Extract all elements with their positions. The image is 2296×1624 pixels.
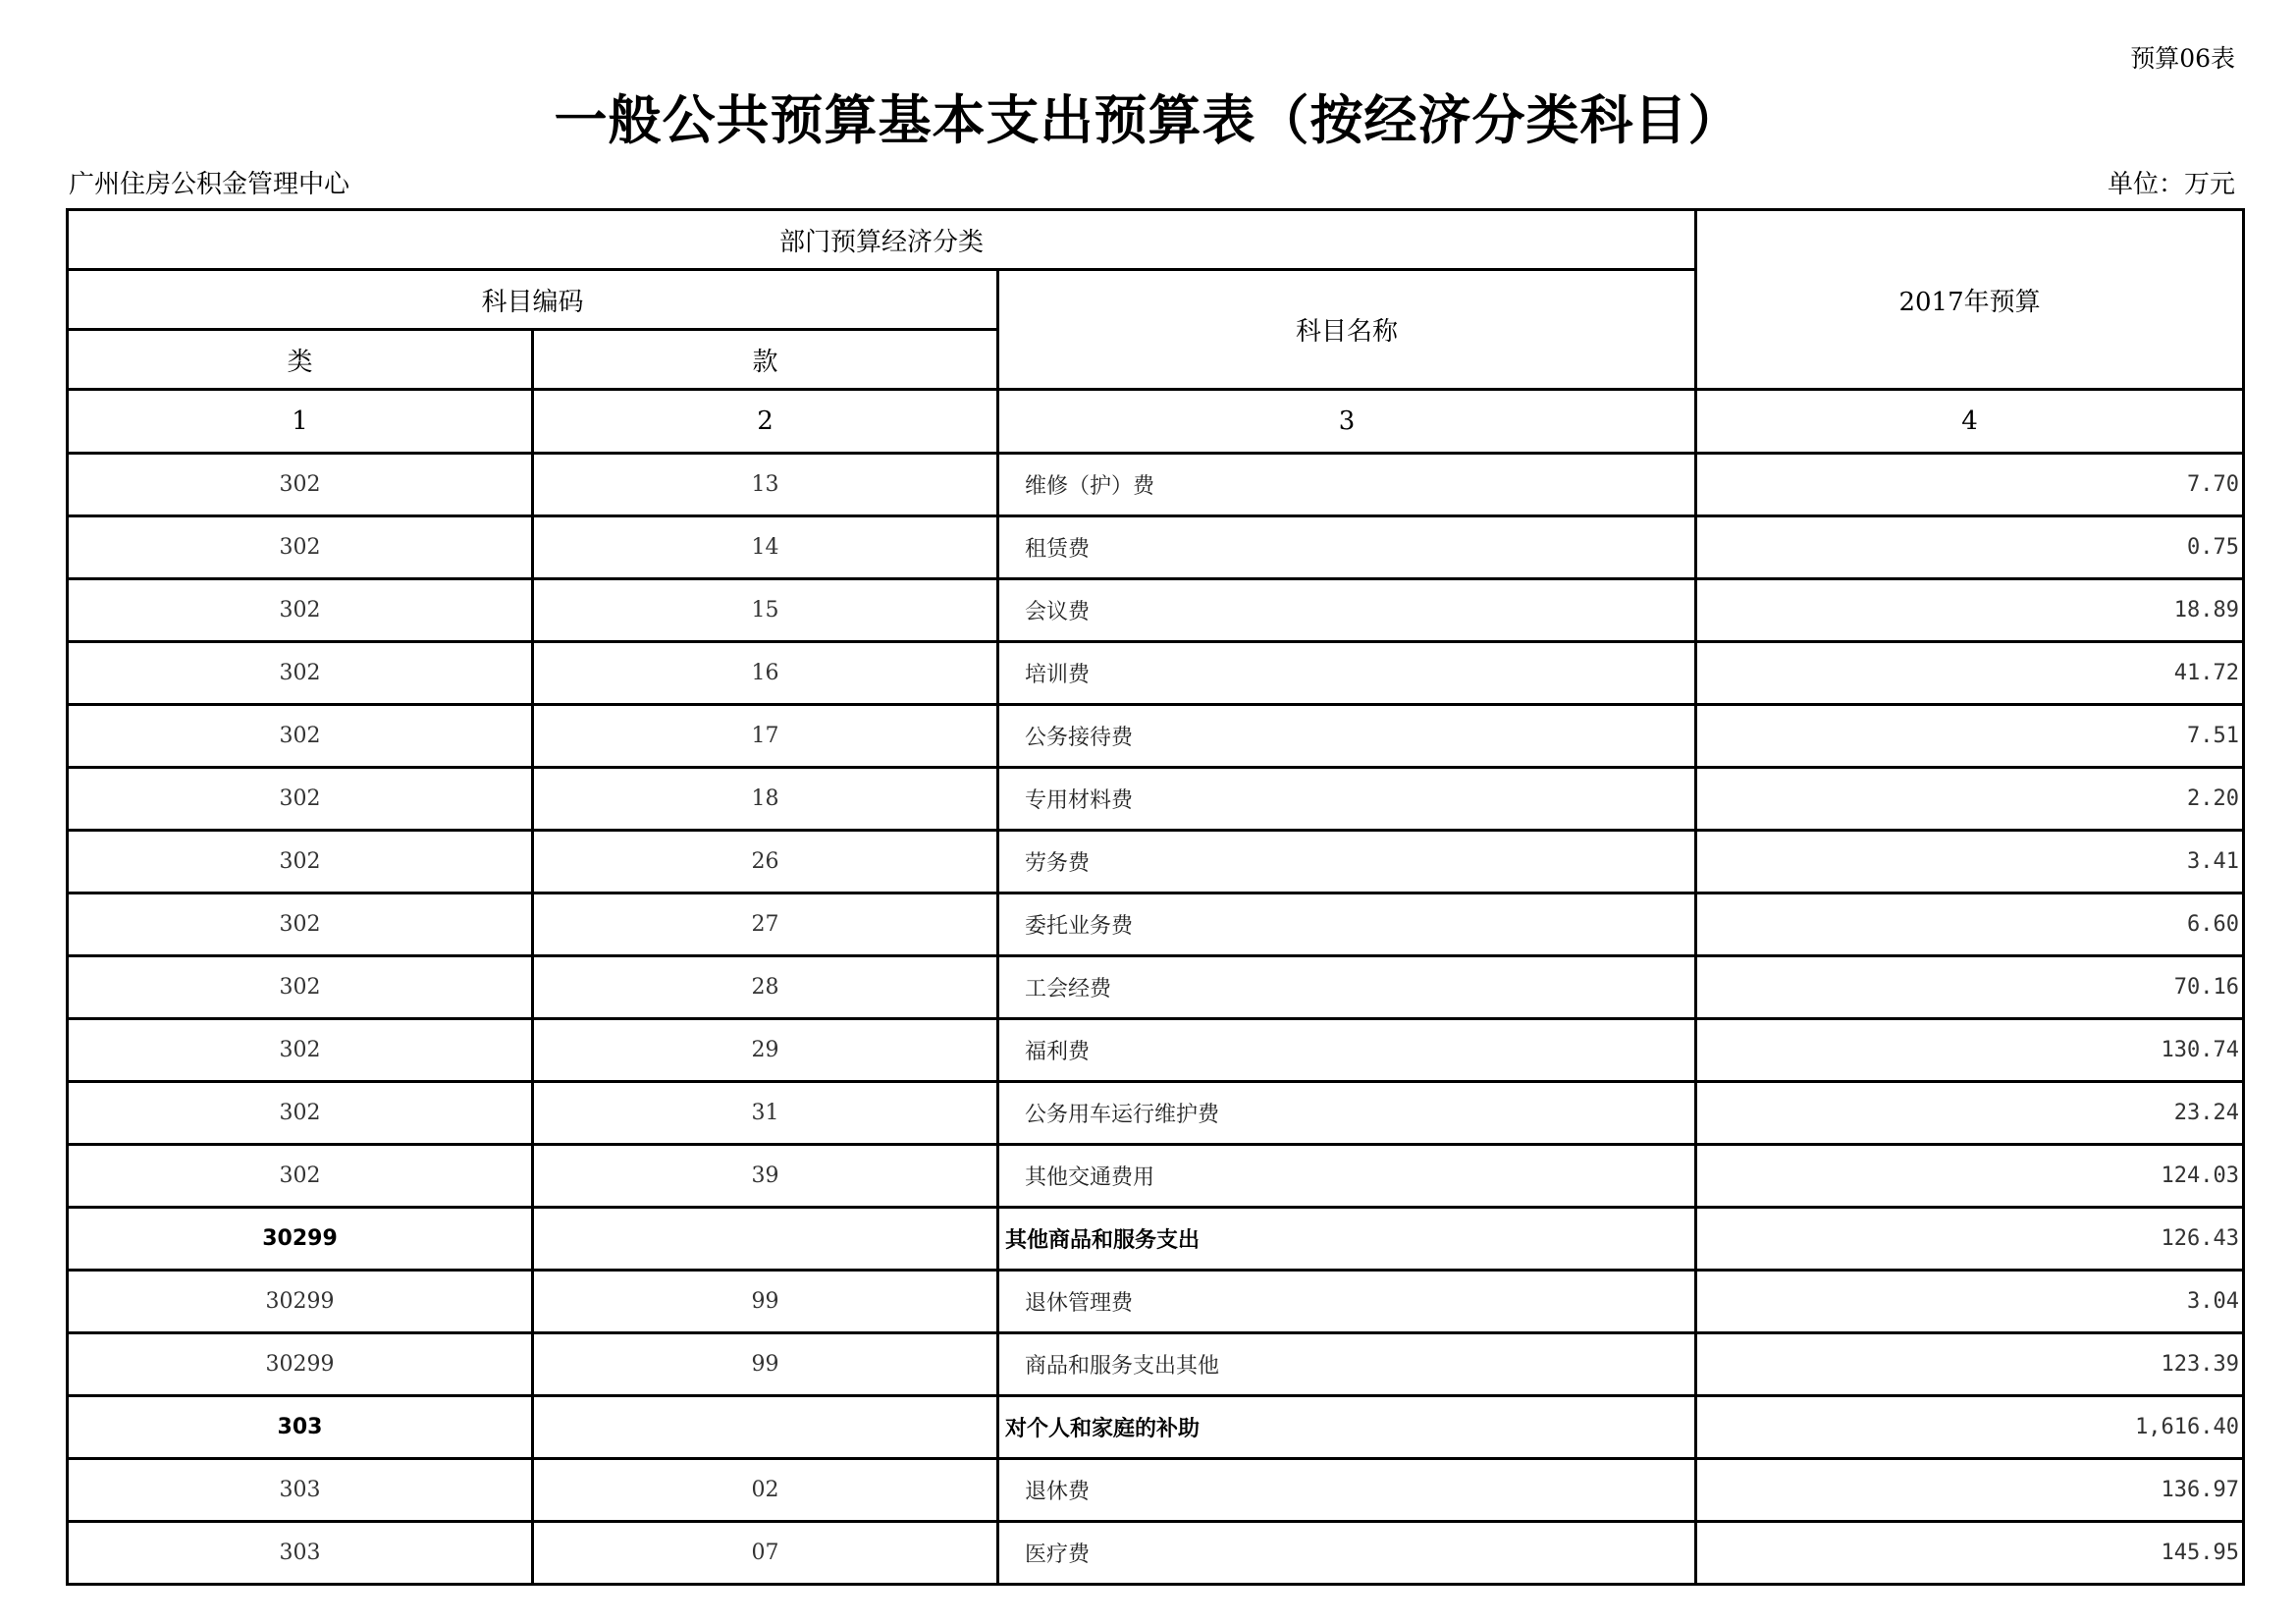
cell-lei: 302 [68, 1019, 533, 1082]
cell-subject-name: 公务用车运行维护费 [998, 1082, 1696, 1145]
header-col-number-2: 2 [533, 390, 998, 454]
cell-kuan: 39 [533, 1145, 998, 1208]
cell-kuan: 02 [533, 1459, 998, 1522]
cell-amount: 1,616.40 [1696, 1396, 2244, 1459]
cell-subject-name: 专用材料费 [998, 768, 1696, 831]
cell-kuan: 27 [533, 893, 998, 956]
table-row [68, 705, 2244, 768]
cell-lei: 302 [68, 893, 533, 956]
header-subject-name: 科目名称 [998, 270, 1696, 390]
cell-kuan: 28 [533, 956, 998, 1019]
cell-lei: 302 [68, 956, 533, 1019]
cell-amount: 136.97 [1696, 1459, 2244, 1522]
header-col-number-1: 1 [68, 390, 533, 454]
table-row [68, 516, 2244, 579]
cell-subject-name: 会议费 [998, 579, 1696, 642]
cell-subject-name: 劳务费 [998, 831, 1696, 893]
header-economic-class: 部门预算经济分类 [68, 210, 1696, 270]
cell-kuan: 17 [533, 705, 998, 768]
cell-amount: 6.60 [1696, 893, 2244, 956]
cell-lei: 302 [68, 831, 533, 893]
header-kuan: 款 [533, 330, 998, 390]
table-row [68, 1208, 2244, 1271]
cell-amount: 126.43 [1696, 1208, 2244, 1271]
cell-amount: 7.70 [1696, 454, 2244, 516]
table-row [68, 1271, 2244, 1333]
cell-kuan: 15 [533, 579, 998, 642]
organization-name: 广州住房公积金管理中心 [69, 170, 350, 199]
table-row [68, 1145, 2244, 1208]
cell-kuan [533, 1396, 998, 1459]
cell-lei: 302 [68, 516, 533, 579]
cell-lei: 303 [68, 1459, 533, 1522]
cell-subject-name: 医疗费 [998, 1522, 1696, 1585]
cell-amount: 3.41 [1696, 831, 2244, 893]
cell-amount: 70.16 [1696, 956, 2244, 1019]
cell-amount: 123.39 [1696, 1333, 2244, 1396]
header-lei: 类 [68, 330, 533, 390]
cell-amount: 0.75 [1696, 516, 2244, 579]
cell-lei: 302 [68, 768, 533, 831]
cell-amount: 130.74 [1696, 1019, 2244, 1082]
cell-kuan: 99 [533, 1333, 998, 1396]
cell-subject-name: 其他商品和服务支出 [998, 1208, 1696, 1271]
cell-subject-name: 对个人和家庭的补助 [998, 1396, 1696, 1459]
cell-subject-name: 维修（护）费 [998, 454, 1696, 516]
table-row [68, 642, 2244, 705]
header-budget-2017: 2017年预算 [1696, 210, 2244, 390]
cell-lei: 303 [68, 1522, 533, 1585]
cell-lei: 303 [68, 1396, 533, 1459]
cell-kuan: 16 [533, 642, 998, 705]
cell-subject-name: 商品和服务支出其他 [998, 1333, 1696, 1396]
table-row [68, 1019, 2244, 1082]
budget-table [66, 208, 2245, 1586]
cell-lei: 30299 [68, 1333, 533, 1396]
cell-kuan [533, 1208, 998, 1271]
cell-kuan: 99 [533, 1271, 998, 1333]
cell-lei: 302 [68, 579, 533, 642]
table-row [68, 1459, 2244, 1522]
cell-amount: 3.04 [1696, 1271, 2244, 1333]
cell-kuan: 31 [533, 1082, 998, 1145]
cell-lei: 302 [68, 454, 533, 516]
header-col-number-4: 4 [1696, 390, 2244, 454]
unit-label: 单位：万元 [2107, 170, 2235, 199]
cell-amount: 2.20 [1696, 768, 2244, 831]
cell-lei: 30299 [68, 1271, 533, 1333]
table-row [68, 454, 2244, 516]
cell-kuan: 29 [533, 1019, 998, 1082]
cell-lei: 302 [68, 642, 533, 705]
cell-kuan: 26 [533, 831, 998, 893]
header-subject-code: 科目编码 [68, 270, 998, 330]
cell-amount: 124.03 [1696, 1145, 2244, 1208]
cell-amount: 145.95 [1696, 1522, 2244, 1585]
cell-subject-name: 公务接待费 [998, 705, 1696, 768]
cell-lei: 302 [68, 705, 533, 768]
cell-amount: 23.24 [1696, 1082, 2244, 1145]
cell-kuan: 13 [533, 454, 998, 516]
cell-lei: 302 [68, 1082, 533, 1145]
cell-lei: 302 [68, 1145, 533, 1208]
cell-subject-name: 工会经费 [998, 956, 1696, 1019]
cell-subject-name: 退休管理费 [998, 1271, 1696, 1333]
cell-kuan: 07 [533, 1522, 998, 1585]
table-row [68, 1396, 2244, 1459]
cell-kuan: 18 [533, 768, 998, 831]
table-row [68, 1082, 2244, 1145]
cell-subject-name: 培训费 [998, 642, 1696, 705]
cell-amount: 41.72 [1696, 642, 2244, 705]
table-row [68, 831, 2244, 893]
cell-subject-name: 退休费 [998, 1459, 1696, 1522]
cell-subject-name: 租赁费 [998, 516, 1696, 579]
cell-kuan: 14 [533, 516, 998, 579]
form-number: 预算06表 [2130, 44, 2235, 73]
table-row [68, 579, 2244, 642]
table-row [68, 1522, 2244, 1585]
page-title: 一般公共预算基本支出预算表（按经济分类科目） [554, 89, 1742, 151]
table-row [68, 893, 2244, 956]
table-row [68, 1333, 2244, 1396]
cell-subject-name: 委托业务费 [998, 893, 1696, 956]
header-col-number-3: 3 [998, 390, 1696, 454]
table-row [68, 768, 2244, 831]
cell-subject-name: 其他交通费用 [998, 1145, 1696, 1208]
table-row [68, 956, 2244, 1019]
cell-lei: 30299 [68, 1208, 533, 1271]
cell-subject-name: 福利费 [998, 1019, 1696, 1082]
cell-amount: 18.89 [1696, 579, 2244, 642]
cell-amount: 7.51 [1696, 705, 2244, 768]
